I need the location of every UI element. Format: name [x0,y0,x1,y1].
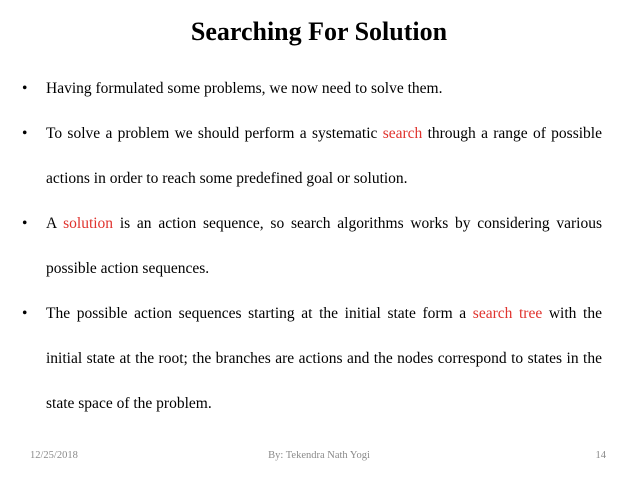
bullet-text: The possible action sequences starting at the initial state form a [46,305,473,322]
slide-title: Searching For Solution [190,17,448,46]
page-number: 14 [595,450,606,461]
highlight-term-search: search [382,125,423,142]
bullet-list [22,66,602,426]
bullet-text: To solve a problem we should perform a systematic [46,125,383,142]
highlight-term-solution: solution [63,215,114,232]
bullet-text: A [46,215,64,232]
bullet-item [22,201,602,291]
footer-date: 12/25/2018 [30,450,78,461]
bullet-item [22,111,602,201]
footer-author: By: Tekendra Nath Yogi [268,450,370,461]
bullet-text: through a range of possible actions in order to reach some predefined goal or solution. [46,125,602,187]
bullet-text: is an action sequence, so search algorithms works by considering various possible action sequences. [46,215,602,277]
bullet-text: with the initial state at the root; the branches are actions and the nodes correspond to states in the state space of the problem. [46,305,602,412]
bullet-text: Having formulated some problems, we now need to solve them. [46,80,443,97]
bullet-item [22,291,602,426]
bullet-item [22,66,602,111]
highlight-term-search-tree: search tree [472,305,543,322]
